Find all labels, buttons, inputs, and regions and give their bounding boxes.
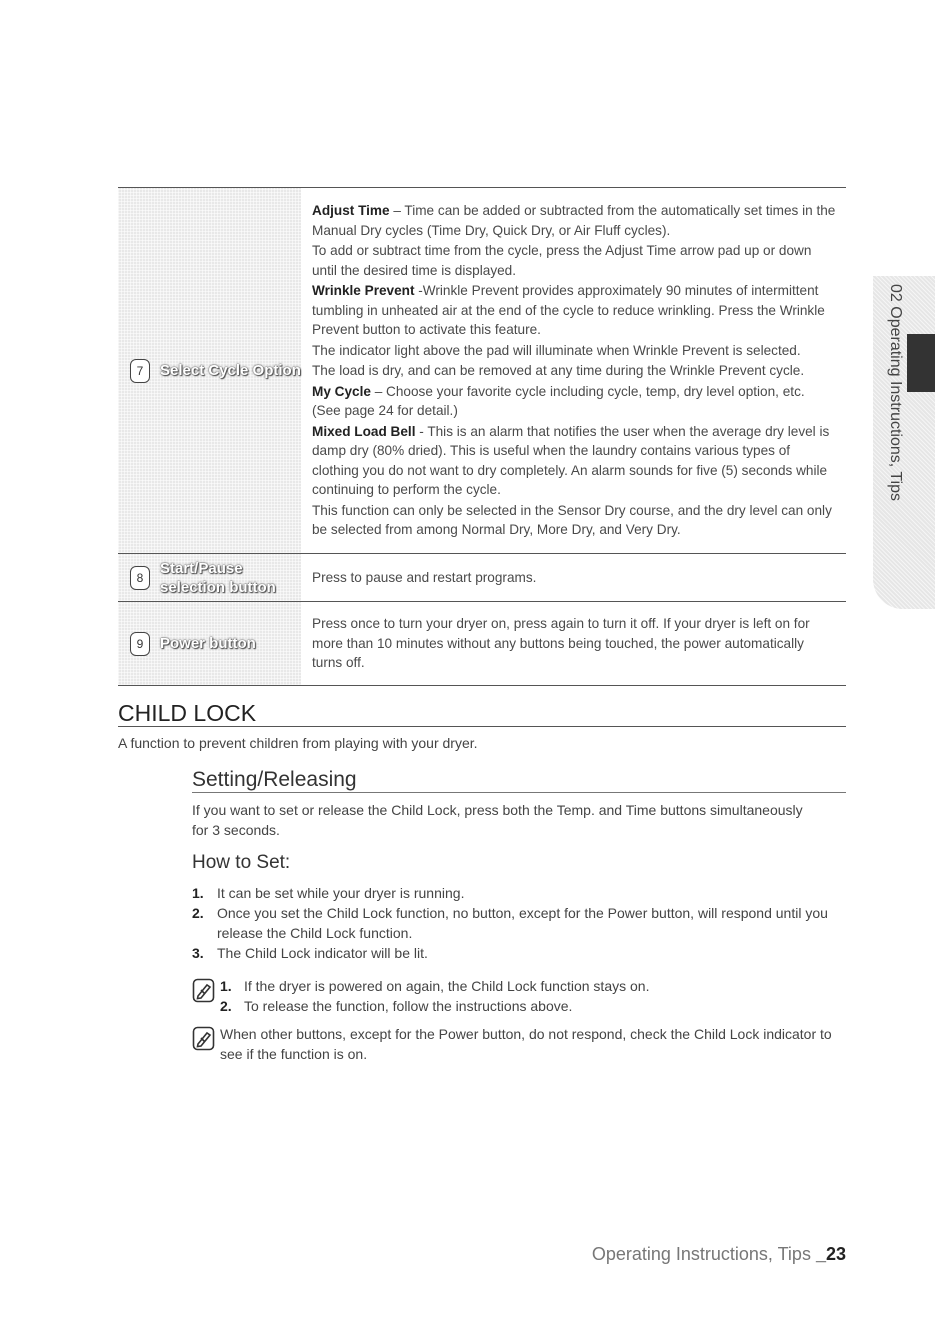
sub-heading: Setting/Releasing	[192, 767, 846, 793]
how-to-heading: How to Set:	[192, 852, 291, 873]
list-item: 3. The Child Lock indicator will be lit.	[192, 945, 428, 961]
table-row	[118, 188, 846, 554]
number-badge: 9	[130, 632, 150, 656]
tab-marker	[907, 334, 935, 392]
list-item: 2. To release the function, follow the instructions above.	[220, 998, 573, 1014]
section-heading: CHILD LOCK	[118, 700, 846, 727]
feature-label-cell	[118, 602, 301, 685]
description-paragraph: This function can only be selected in the Sensor Dry course, and the dry level can only be selected from among Normal Dry, More Dry, and Very Dry.	[312, 502, 832, 537]
sub-text: If you want to set or release the Child Lock, press both the Temp. and Time buttons simultaneously for 3 seconds.	[192, 802, 803, 838]
feature-name: Start/Pause selection button	[160, 559, 276, 596]
feature-name: Power button	[160, 635, 256, 652]
list-item: 2. Once you set the Child Lock function, no button, except for the Power button, will respond until you release the Child Lock function.	[192, 905, 828, 941]
page-number: _23	[815, 1244, 846, 1264]
list-item: 1. It can be set while your dryer is running.	[192, 885, 465, 901]
description-paragraph: Adjust Time – Time can be added or subtracted from the automatically set times in the Manual Dry cycles (Time Dry, Quick Dry, or Air Fluff cycles).	[312, 203, 836, 238]
feature-label-cell	[118, 188, 301, 553]
note-block	[192, 1024, 837, 1064]
feature-description	[301, 554, 846, 601]
list-item: 1. If the dryer is powered on again, the Child Lock function stays on.	[220, 978, 650, 994]
steps-list	[192, 883, 837, 963]
chapter-side-tab	[873, 276, 935, 609]
description-paragraph: The indicator light above the pad will illuminate when Wrinkle Prevent is selected.	[312, 342, 801, 358]
footer-section-title: Operating Instructions, Tips	[591, 1244, 816, 1264]
feature-label-cell	[118, 554, 301, 601]
feature-name: Select Cycle Option	[160, 362, 301, 379]
description-paragraph: Press once to turn your dryer on, press again to turn it off. If your dryer is left on for more than 10 minutes without any buttons being touched, the power automatically turns off.	[312, 616, 810, 670]
description-paragraph: To add or subtract time from the cycle, press the Adjust Time arrow pad up or down until the desired time is displayed.	[312, 243, 812, 278]
side-tab-label: 02 Operating Instructions, Tips	[887, 284, 904, 501]
table-row	[118, 602, 846, 686]
description-paragraph: Press to pause and restart programs.	[312, 569, 537, 585]
feature-table	[118, 187, 846, 686]
description-paragraph: Wrinkle Prevent -Wrinkle Prevent provides approximately 90 minutes of intermittent tumbling in unheated air at the end of the cycle to reduce wrinkling. Press the Wrinkle Prevent button to activate this feature.	[312, 283, 825, 337]
feature-description	[301, 188, 846, 553]
note-icon	[192, 976, 220, 1016]
description-paragraph: Mixed Load Bell - This is an alarm that notifies the user when the average dry level is damp dry (80% dried). This is useful when the laundry contains various types of clothing you do not want to dry completely. An alarm sounds for five (5) seconds while continuing to perform the cycle.	[312, 423, 830, 497]
number-badge: 8	[130, 566, 150, 590]
page-footer	[592, 1244, 846, 1265]
description-paragraph: The load is dry, and can be removed at any time during the Wrinkle Prevent cycle.	[312, 363, 805, 378]
section-intro: A function to prevent children from playing with your dryer.	[118, 735, 478, 751]
description-paragraph: My Cycle – Choose your favorite cycle including cycle, temp, dry level option, etc. (See page 24 for detail.)	[312, 383, 805, 418]
note-icon	[192, 1024, 220, 1064]
number-badge: 7	[130, 359, 150, 383]
note-block	[192, 976, 752, 1016]
table-row	[118, 554, 846, 602]
feature-description	[301, 602, 846, 685]
note-text: When other buttons, except for the Power button, do not respond, check the Child Lock indicator to see if the function is on.	[220, 1026, 832, 1062]
